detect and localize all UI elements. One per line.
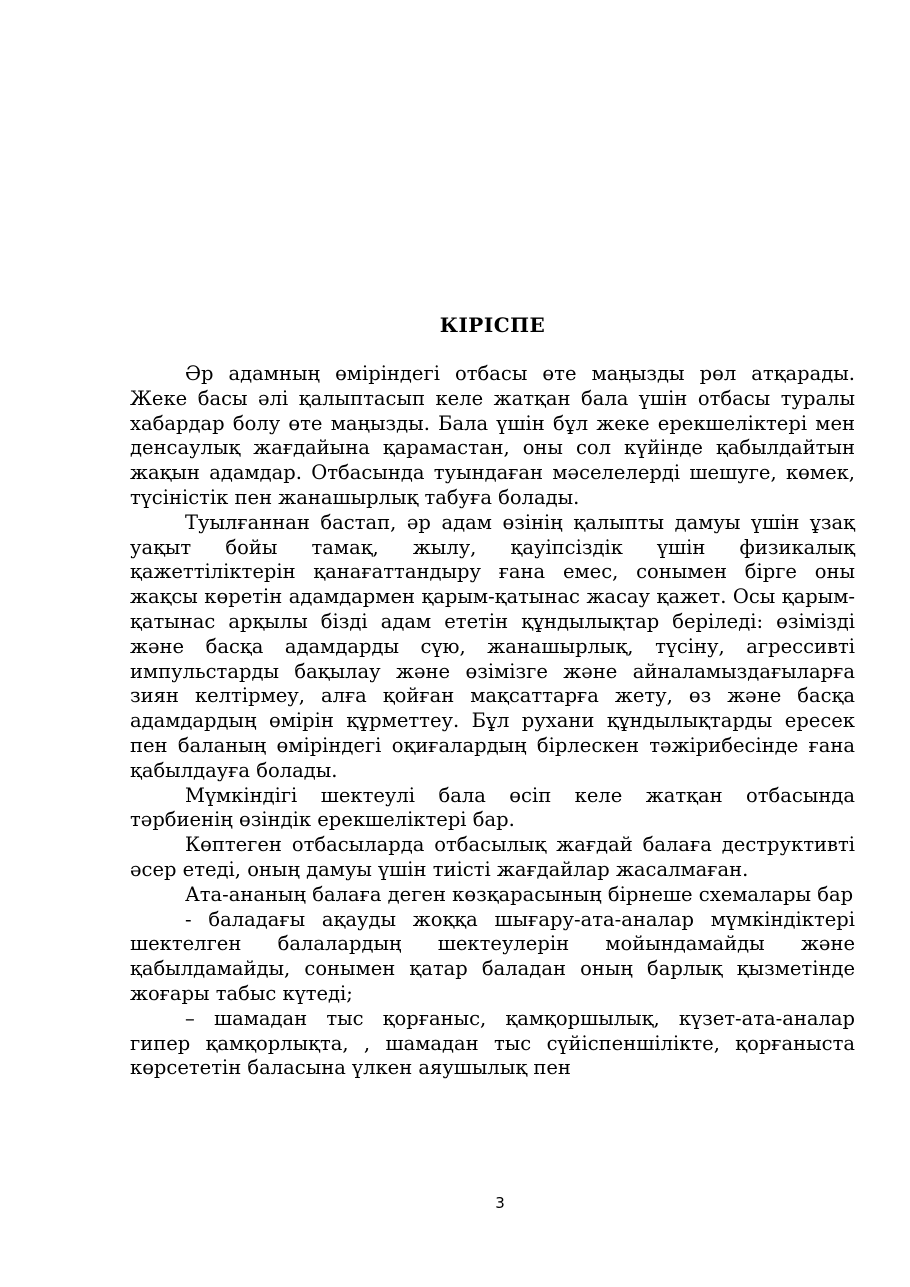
- body-text: [130, 362, 855, 1081]
- paragraph-denial-list-item: - баладағы ақауды жоққа шығару-ата-аналар мүмкіндіктері шектелген балалардың шектеулерін мойындамайды және қабылдамайды, сонымен қатар баладан оның барлық қызметінде жоғары табыс күтеді;: [130, 907, 855, 1005]
- page-number: 3: [495, 1194, 505, 1212]
- section-title: КІРІСПЕ: [439, 313, 546, 337]
- paragraph-intro-family: Әр адамның өміріндегі отбасы өте маңызды рөл атқарады. Жеке басы әлі қалыптасып келе жатқан бала үшін отбасы туралы хабардар болу өте маңызды. Бала үшін бұл жеке ерекшеліктері мен денсаулық жағдайына қарамастан, оны сол күйінде қабылдайтын жақын адамдар. Отбасында туындаған мәселелерді шешуге, көмек, түсіністік пен жанашырлық табуға болады.: [130, 362, 855, 509]
- paragraph-destructive-influence: Көптеген отбасыларда отбасылық жағдай балаға деструктивті әсер етеді, оның дамуы үшін тиісті жағдайлар жасалмаған.: [130, 833, 855, 881]
- paragraph-from-birth: Туылғаннан бастап, әр адам өзінің қалыпты дамуы үшін ұзақ уақыт бойы тамақ, жылу, қауіпсіздік үшін физикалық қажеттіліктерін қанағаттандыру ғана емес, сонымен бірге оны жақсы көретін адамдармен қарым-қатынас жасау қажет. Осы қарым-қатынас арқылы бізді адам ететін құндылықтар беріледі: өзімізді және басқа адамдарды сүю, жанашырлық, түсіну, агрессивті импульстарды бақылау және өзімізге және айналамыздағыларға зиян келтірмеу, алға қойған мақсаттарға жету, өз және басқа адамдардың өмірін құрметтеу. Бұл рухани құндылықтарды ересек пен баланың өміріндегі оқиғалардың бірлескен тәжірибесінде ғана қабылдауға болады.: [130, 510, 855, 782]
- paragraph-overprotection-list-item: – шамадан тыс қорғаныс, қамқоршылық, күзет-ата-аналар гипер қамқорлықта, , шамадан тыс сүйіспеншілікте, қорғаныста көрсететін баласына үлкен аяушылық пен: [130, 1006, 855, 1080]
- paragraph-limited-abilities: Мүмкіндігі шектеулі бала өсіп келе жатқан отбасында тәрбиенің өзіндік ерекшеліктері бар.: [130, 783, 855, 832]
- paragraph-parent-schemes: Ата-ананың балаға деген көзқарасының бірнеше схемалары бар: [185, 882, 854, 906]
